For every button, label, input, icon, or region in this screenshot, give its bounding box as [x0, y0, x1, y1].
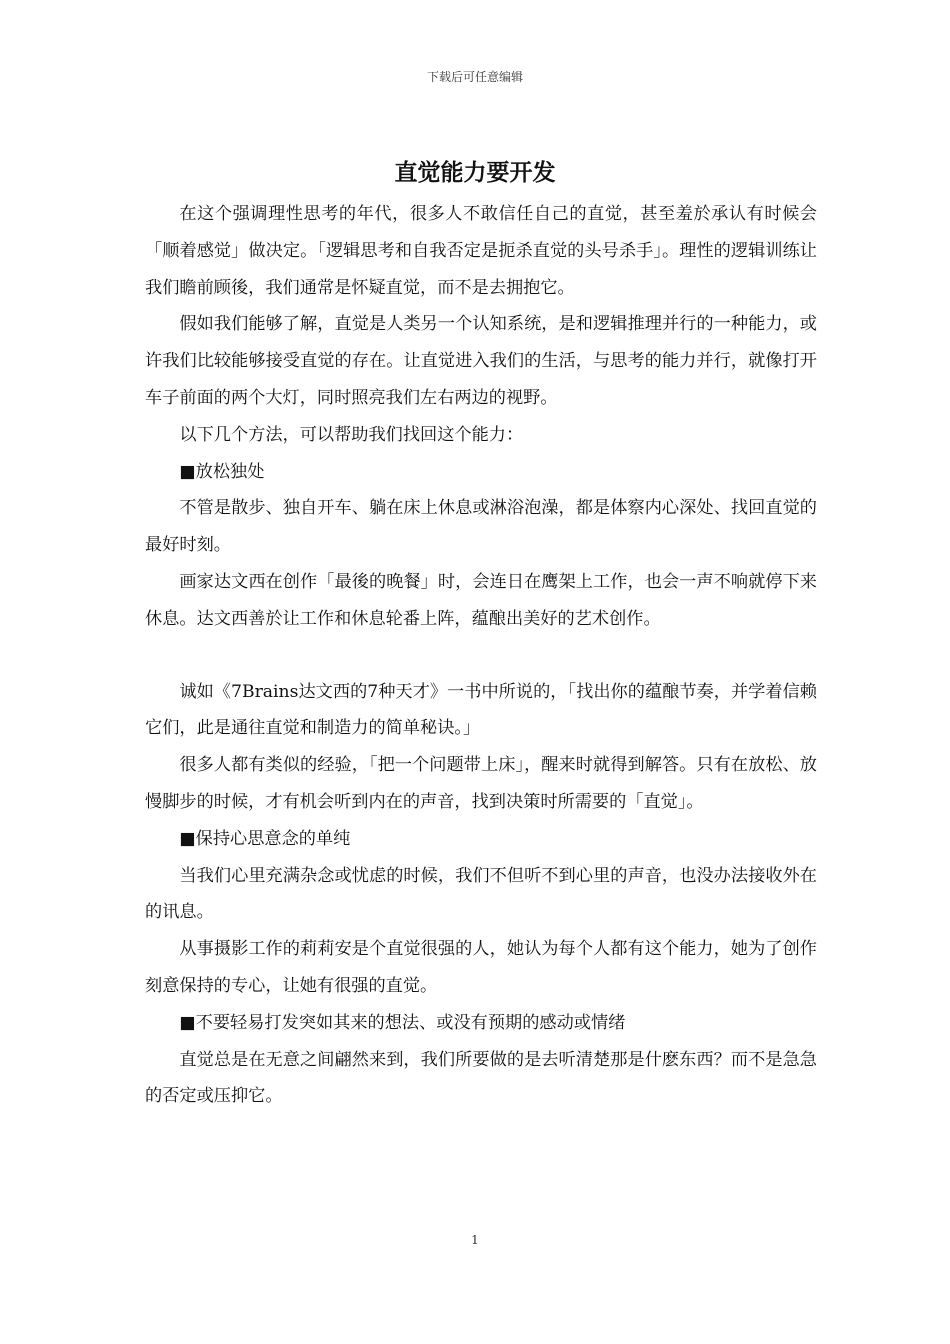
paragraph: 不管是散步、独自开车、躺在床上休息或淋浴泡澡，都是体察内心深处、找回直觉的最好时刻。	[145, 498, 817, 556]
section-heading: ■不要轻易打发突如其来的想法、或没有预期的感动或情绪	[179, 1012, 626, 1033]
document-title: 直觉能力要开发	[394, 160, 556, 186]
paragraph: 画家达文西在创作「最後的晚餐」时，会连日在鹰架上工作，也会一声不响就停下来休息。达文西善於让工作和休息轮番上阵，蕴酿出美好的艺术创作。	[145, 571, 817, 629]
section-heading: ■放松独处	[179, 461, 265, 482]
paragraph: 很多人都有类似的经验，「把一个问题带上床」，醒来时就得到解答。只有在放松、放慢脚步的时候，才有机会听到内在的声音，找到决策时所需要的「直觉」。	[145, 755, 817, 812]
paragraph: 直觉总是在无意之间翩然来到，我们所要做的是去听清楚那是什麽东西？而不是急急的否定或压抑它。	[145, 1049, 817, 1107]
paragraph: 假如我们能够了解，直觉是人类另一个认知系统，是和逻辑推理并行的一种能力，或许我们比较能够接受直觉的存在。让直觉进入我们的生活，与思考的能力并行，就像打开车子前面的两个大灯，同时照亮我们左右两边的视野。	[145, 314, 817, 408]
page-number: 1	[471, 1233, 479, 1247]
header-note: 下载后可任意编辑	[426, 70, 523, 84]
paragraph: 从事摄影工作的莉莉安是个直觉很强的人，她认为每个人都有这个能力，她为了创作刻意保持的专心，让她有很强的直觉。	[145, 939, 817, 996]
paragraph: 在这个强调理性思考的年代，很多人不敢信任自己的直觉，甚至羞於承认有时候会「顺着感觉」做决定。「逻辑思考和自我否定是扼杀直觉的头号杀手」。理性的逻辑训练让我们瞻前顾後，我们通常是怀疑直觉，而不是去拥抱它。	[145, 204, 817, 298]
paragraph: 以下几个方法，可以帮助我们找回这个能力：	[179, 424, 524, 445]
paragraph: 当我们心里充满杂念或忧虑的时候，我们不但听不到心里的声音，也没办法接收外在的讯息。	[145, 865, 817, 923]
document-body	[145, 196, 817, 1115]
section-heading: ■保持心思意念的单纯	[179, 828, 351, 849]
paragraph: 诚如《7Brains达文西的7种天才》一书中所说的，「找出你的蕴酿节奏，并学着信赖它们，此是通往直觉和制造力的简单秘诀。」	[145, 681, 817, 739]
